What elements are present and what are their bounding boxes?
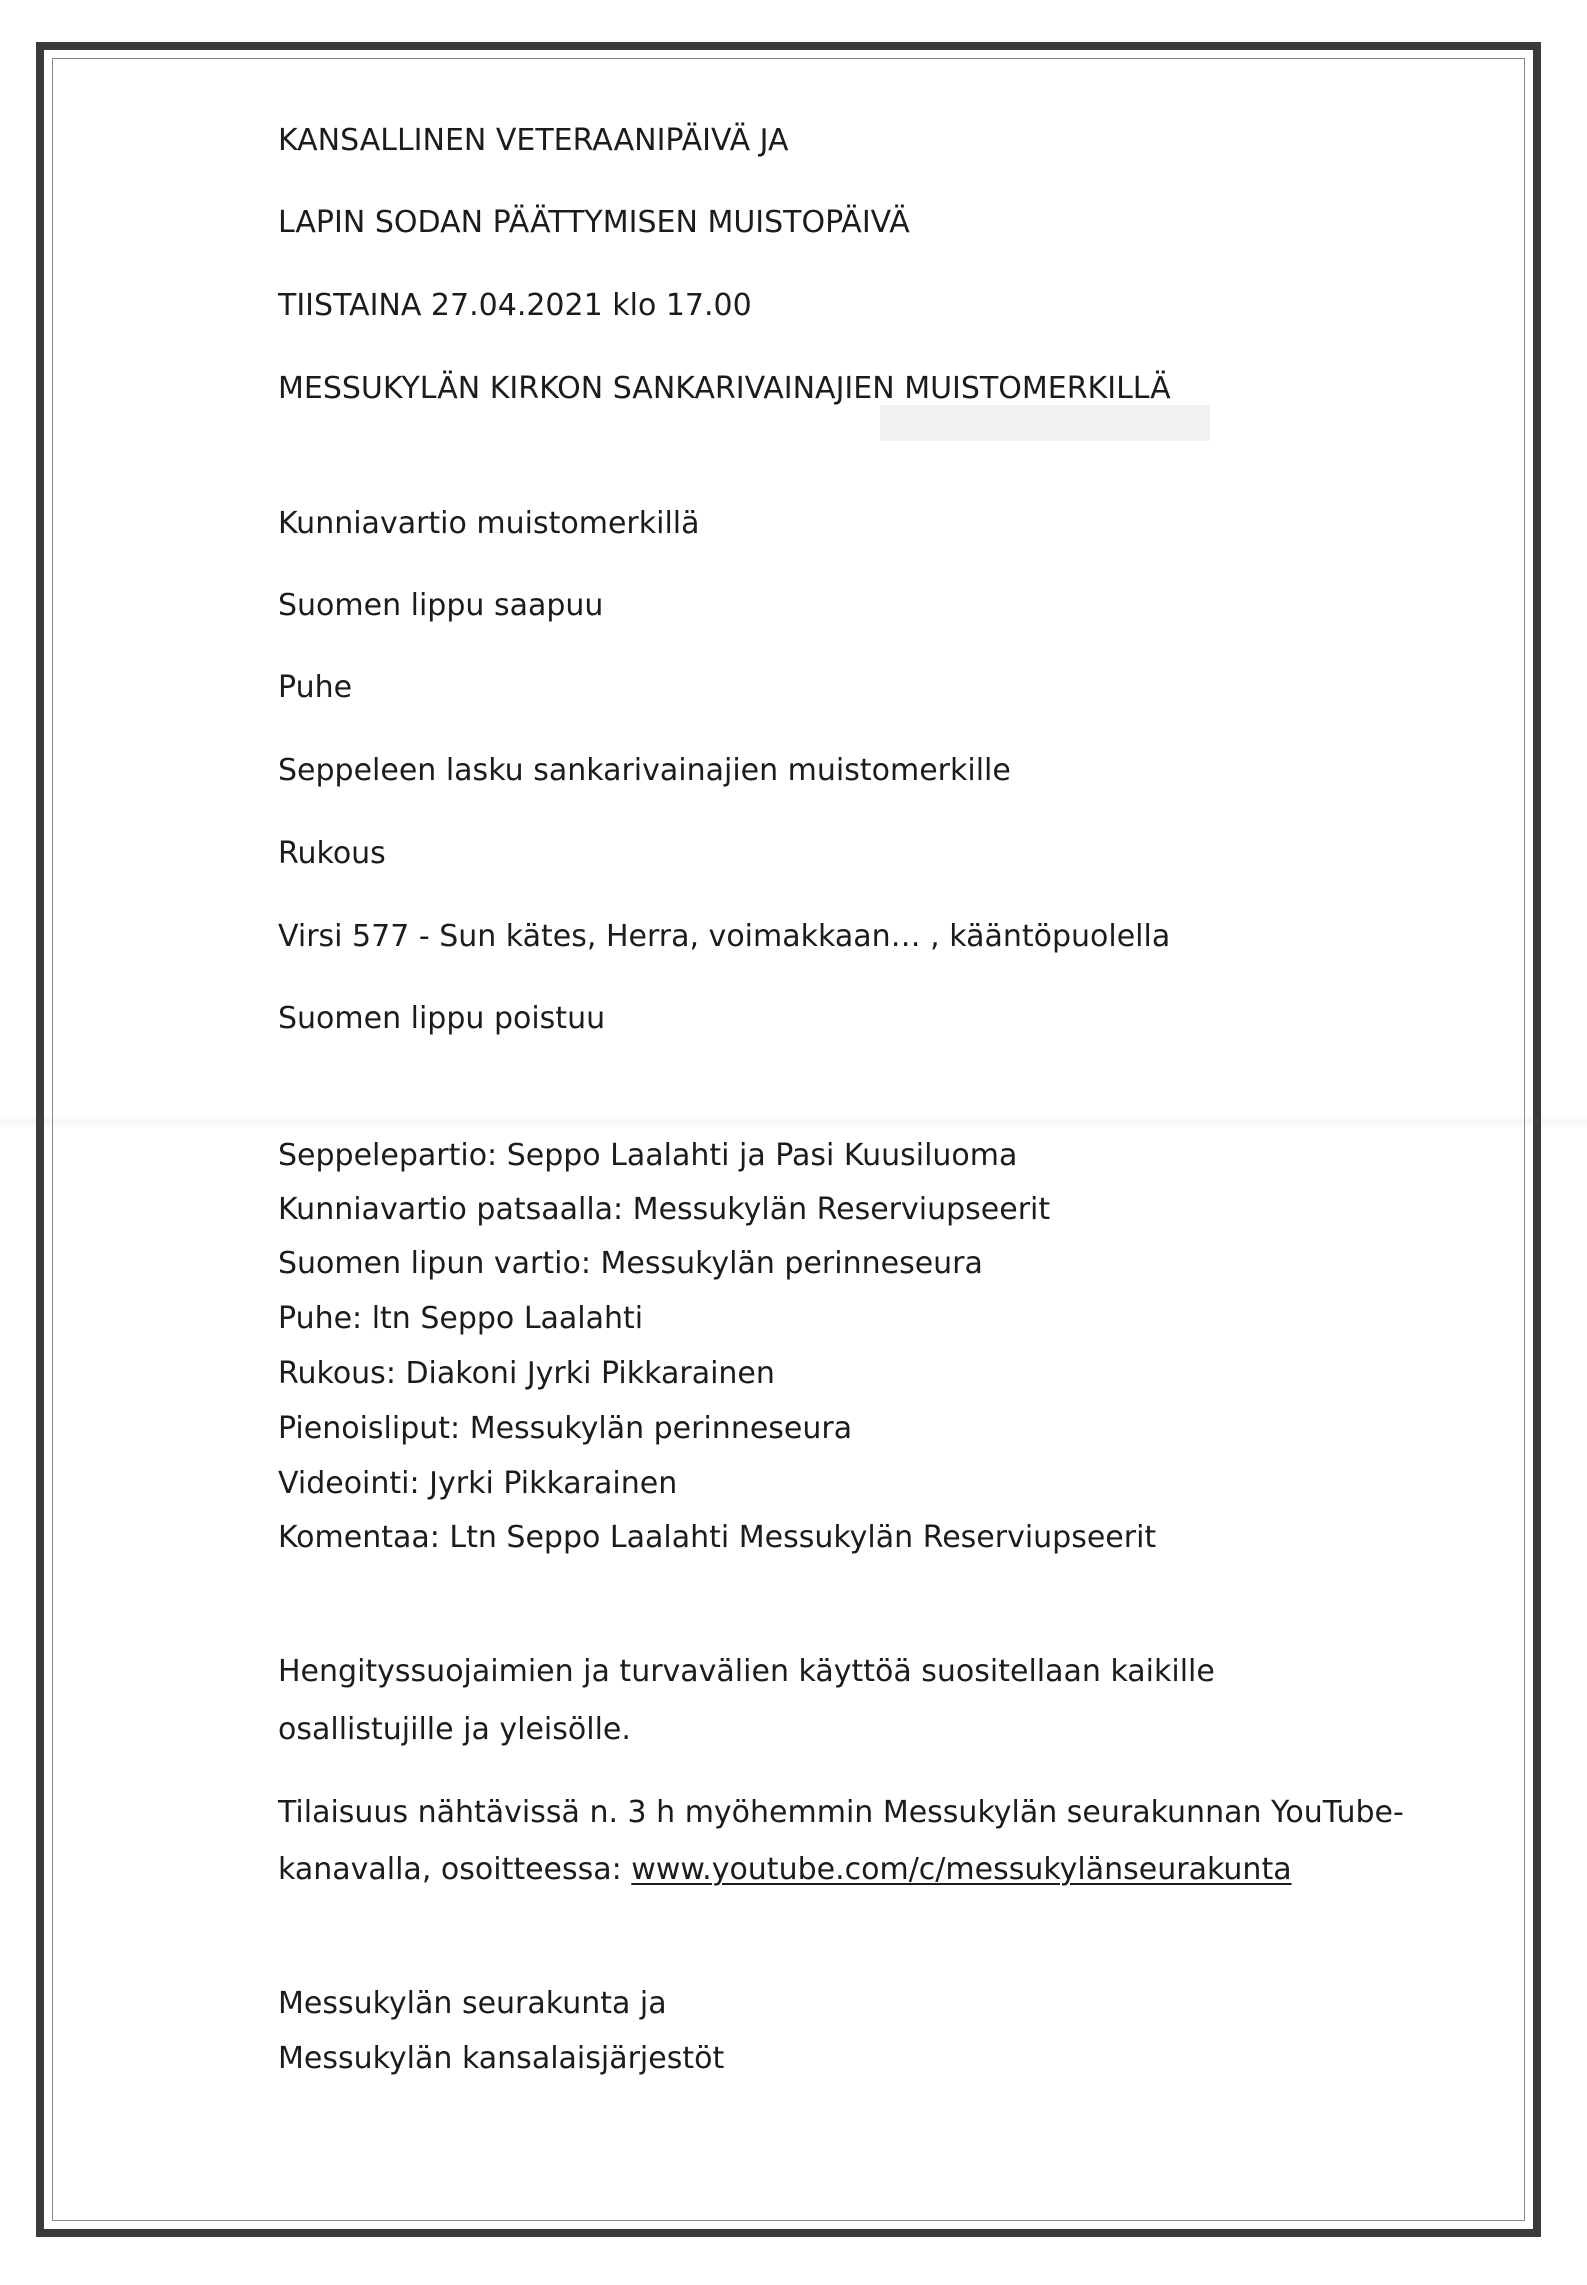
role-line: Suomen lipun vartio: Messukylän perinneseura	[278, 1246, 983, 1281]
role-line: Pienoisliput: Messukylän perinneseura	[278, 1411, 853, 1446]
program-item: Suomen lippu saapuu	[278, 588, 604, 623]
event-date: TIISTAINA 27.04.2021 klo 17.00	[278, 288, 752, 323]
mask-notice-line-2: osallistujille ja yleisölle.	[278, 1712, 631, 1747]
mask-notice-line-1: Hengityssuojaimien ja turvavälien käyttöä suositellaan kaikille	[278, 1654, 1215, 1689]
event-location: MESSUKYLÄN KIRKON SANKARIVAINAJIEN MUISTOMERKILLÄ	[278, 371, 1171, 406]
program-item: Kunniavartio muistomerkillä	[278, 506, 700, 541]
program-item: Puhe	[278, 670, 353, 705]
title-line-1: KANSALLINEN VETERAANIPÄIVÄ JA	[278, 123, 789, 158]
stream-notice-prefix: kanavalla, osoitteessa:	[278, 1852, 632, 1887]
role-line: Videointi: Jyrki Pikkarainen	[278, 1466, 678, 1501]
program-item: Seppeleen lasku sankarivainajien muistomerkille	[278, 753, 1011, 788]
program-item: Virsi 577 - Sun kätes, Herra, voimakkaan… , kääntöpuolella	[278, 919, 1171, 954]
role-line: Puhe: ltn Seppo Laalahti	[278, 1301, 644, 1336]
role-line: Kunniavartio patsaalla: Messukylän Reserviupseerit	[278, 1192, 1051, 1227]
program-item: Rukous	[278, 836, 386, 871]
signature-line-2: Messukylän kansalaisjärjestöt	[278, 2041, 725, 2076]
title-line-2: LAPIN SODAN PÄÄTTYMISEN MUISTOPÄIVÄ	[278, 205, 910, 240]
youtube-channel-link[interactable]: www.youtube.com/c/messukylänseurakunta	[631, 1852, 1292, 1887]
stream-notice-line-2	[278, 1851, 1292, 1889]
signature-line-1: Messukylän seurakunta ja	[278, 1986, 667, 2021]
program-item: Suomen lippu poistuu	[278, 1001, 606, 1036]
role-line: Rukous: Diakoni Jyrki Pikkarainen	[278, 1356, 775, 1391]
stream-notice-line-1: Tilaisuus nähtävissä n. 3 h myöhemmin Messukylän seurakunnan YouTube-	[278, 1795, 1404, 1830]
role-line: Komentaa: Ltn Seppo Laalahti Messukylän Reserviupseerit	[278, 1520, 1157, 1555]
role-line: Seppelepartio: Seppo Laalahti ja Pasi Kuusiluoma	[278, 1138, 1018, 1173]
